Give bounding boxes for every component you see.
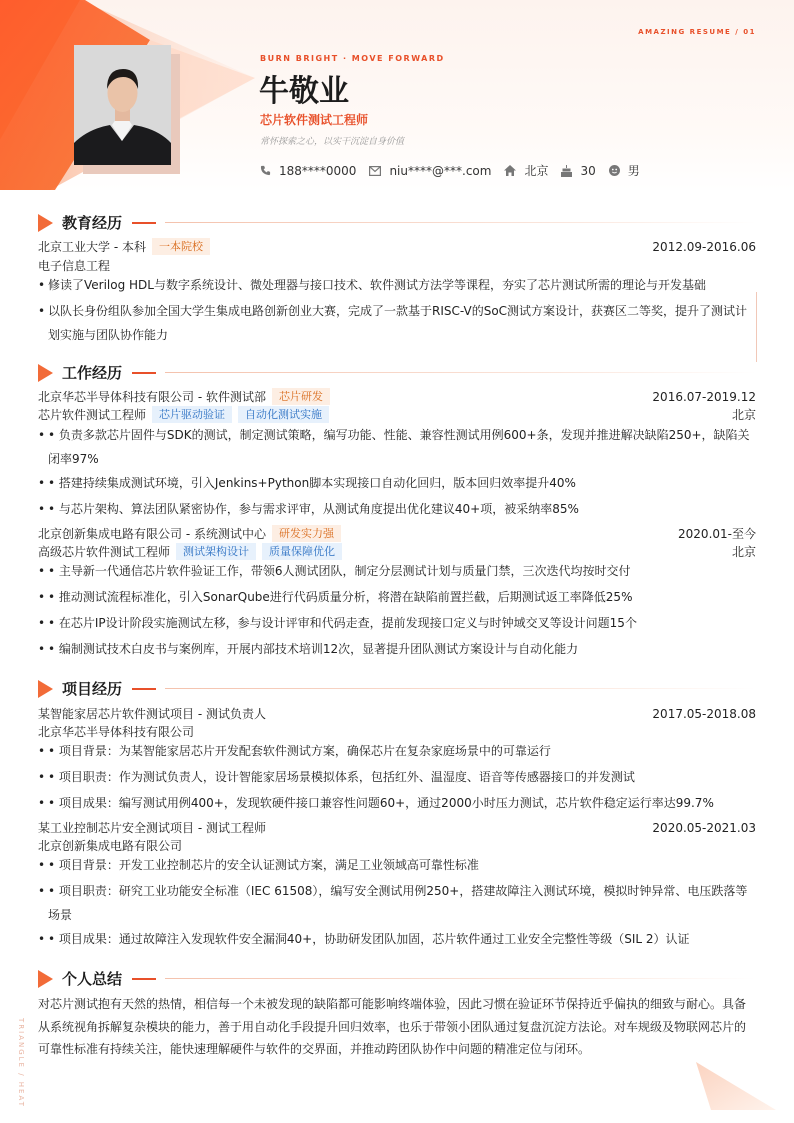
section-line [165, 688, 756, 689]
corner-triangle [696, 1062, 776, 1112]
section-dash [132, 978, 156, 980]
company-name: 北京华芯半导体科技有限公司 - 软件测试部 [38, 390, 266, 404]
gender-icon [609, 165, 620, 176]
section-triangle-icon [38, 680, 53, 698]
contact-phone [260, 164, 356, 178]
project-bullet: • • 项目成果：编写测试用例400+，发现软硬件接口兼容性问题60+，通过2000小时压力测试，芯片软件稳定运行率达99.7% [38, 796, 714, 810]
project-org-text: 北京华芯半导体科技有限公司 [38, 725, 195, 739]
work-bullet: • • 推动测试流程标准化，引入SonarQube进行代码质量分析，将潜在缺陷前置拦截，后期测试返工率降低25% [38, 590, 633, 604]
phone-icon [260, 165, 271, 176]
role-text: 高级芯片软件测试工程师 [38, 545, 171, 559]
school-badge: 一本院校 [152, 238, 210, 255]
work-role-row [38, 406, 756, 423]
mail-icon [369, 166, 381, 176]
gender-text: 男 [627, 164, 640, 178]
section-dash [132, 372, 156, 374]
project-bullet: • • 项目背景：开发工业控制芯片的安全认证测试方案，满足工业领域高可靠性标准 [38, 858, 479, 872]
education-period: 2012.09-2016.06 [652, 239, 756, 254]
project-bullet: • • 项目职责：研究工业功能安全标准（IEC 61508），编写安全测试用例250+，搭建故障注入测试环境，模拟时钟异常、电压跌落等场景 [38, 884, 748, 922]
work-role-row [38, 543, 756, 560]
work-bullet: • • 搭建持续集成测试环境，引入Jenkins+Python脚本实现接口自动化回归，版本回归效率提升40% [38, 476, 576, 490]
work-bullet: • • 与芯片架构、算法团队紧密协作，参与需求评审，从测试角度提出优化建议40+项，被采纳率85% [38, 502, 579, 516]
home-icon [504, 165, 516, 176]
contact-email [369, 164, 491, 178]
work-bullet: • • 在芯片IP设计阶段实施测试左移，参与设计评审和代码走查，提前发现接口定义与时钟域交叉等设计问题15个 [38, 616, 637, 630]
skill-tag: 芯片驱动验证 [152, 406, 232, 423]
work-header [38, 525, 756, 542]
city-text: 北京 [524, 164, 549, 178]
page-tag: AMAZING RESUME / 01 [638, 28, 756, 36]
section-work-title [38, 362, 756, 383]
section-title-text: 工作经历 [62, 364, 123, 382]
section-dash [132, 688, 156, 690]
project-org-text: 北京创新集成电路有限公司 [38, 839, 183, 853]
project-bullet: • • 项目成果：通过故障注入发现软件安全漏洞40+，协助研发团队加固，芯片软件通过工业安全完整性等级（SIL 2）认证 [38, 932, 690, 946]
project-bullet: • • 项目背景：为某智能家居芯片开发配套软件测试方案，确保芯片在复杂家庭场景中的可靠运行 [38, 744, 551, 758]
contact-gender [609, 162, 640, 179]
work-header [38, 388, 756, 405]
role-text: 芯片软件测试工程师 [38, 408, 147, 422]
education-bullet: • 修读了Verilog HDL与数字系统设计、微处理器与接口技术、软件测试方法学等课程，夯实了芯片测试所需的理论与开发基础 [38, 278, 706, 292]
profile-photo [74, 45, 171, 165]
work-period: 2016.07-2019.12 [652, 389, 756, 404]
skill-tag: 自动化测试实施 [238, 406, 329, 423]
project-header [38, 819, 756, 836]
motto: 常怀探索之心，以实干沉淀自身价值 [260, 137, 405, 147]
cake-icon [561, 165, 572, 177]
work-city: 北京 [731, 408, 756, 422]
school-name: 北京工业大学 - 本科 [38, 240, 146, 254]
phone-text: 188****0000 [279, 163, 357, 178]
section-line [165, 978, 756, 979]
job-title: 芯片软件测试工程师 [260, 113, 369, 127]
section-line [165, 372, 756, 373]
contact-city [504, 162, 548, 179]
side-tag: TRIANGLE / HEAT [17, 1018, 25, 1108]
section-triangle-icon [38, 970, 53, 988]
project-name: 某智能家居芯片软件测试项目 - 测试负责人 [38, 707, 266, 721]
work-period: 2020.01-至今 [678, 527, 756, 541]
contact-age [561, 164, 595, 178]
section-summary-title [38, 968, 756, 989]
section-education-title [38, 212, 756, 233]
work-bullet: • • 编制测试技术白皮书与案例库，开展内部技术培训12次，显著提升团队测试方案设计与自动化能力 [38, 642, 579, 656]
section-title-text: 教育经历 [62, 214, 123, 232]
work-bullet: • • 主导新一代通信芯片软件验证工作，带领6人测试团队，制定分层测试计划与质量门禁，三次迭代均按时交付 [38, 564, 631, 578]
side-accent-line [756, 292, 757, 362]
work-bullet: • • 负责多款芯片固件与SDK的测试，制定测试策略，编写功能、性能、兼容性测试用例600+条，发现并推进解决缺陷250+，缺陷关闭率97% [38, 428, 750, 466]
company-name: 北京创新集成电路有限公司 - 系统测试中心 [38, 527, 266, 541]
section-title-text: 项目经历 [62, 680, 123, 698]
section-line [165, 222, 756, 223]
section-projects-title [38, 678, 756, 699]
project-name: 某工业控制芯片安全测试项目 - 测试工程师 [38, 821, 266, 835]
person-name: 牛敬业 [259, 74, 349, 109]
project-period: 2020.05-2021.03 [652, 820, 756, 835]
skill-tag: 测试架构设计 [176, 543, 256, 560]
section-dash [132, 222, 156, 224]
work-city: 北京 [731, 545, 756, 559]
project-bullet: • • 项目职责：作为测试负责人，设计智能家居场景模拟体系，包括红外、温湿度、语音等传感器接口的并发测试 [38, 770, 635, 784]
contact-bar [260, 162, 653, 179]
email-text: niu****@***.com [389, 163, 492, 178]
skill-tag: 质量保障优化 [262, 543, 342, 560]
major-text: 电子信息工程 [38, 259, 111, 273]
company-badge: 研发实力强 [272, 525, 341, 542]
project-org [38, 837, 756, 854]
summary-text: 对芯片测试抱有天然的热情，相信每一个未被发现的缺陷都可能影响终端体验，因此习惯在验证环节保持近乎偏执的细致与耐心。具备从系统视角拆解复杂模块的能力，善于用自动化手段提升回归效率，也乐于带领小团队通过复盘沉淀方法论。对车规级及物联网芯片的可靠性标准有持续关注，能快速理解硬件与软件的交界面，并推动跨团队协作中问题的精准定位与闭环。 [38, 997, 747, 1056]
project-period: 2017.05-2018.08 [652, 706, 756, 721]
project-header [38, 705, 756, 722]
age-text: 30 [580, 163, 596, 178]
section-title-text: 个人总结 [62, 970, 123, 988]
company-badge: 芯片研发 [272, 388, 330, 405]
education-header [38, 238, 756, 255]
project-org [38, 723, 756, 740]
slogan: BURN BRIGHT · MOVE FORWARD [260, 54, 445, 63]
education-major [38, 257, 756, 274]
section-triangle-icon [38, 364, 53, 382]
section-triangle-icon [38, 214, 53, 232]
education-bullet: • 以队长身份组队参加全国大学生集成电路创新创业大赛，完成了一款基于RISC-V的SoC测试方案设计，获赛区二等奖，提升了测试计划实施与团队协作能力 [38, 304, 748, 342]
